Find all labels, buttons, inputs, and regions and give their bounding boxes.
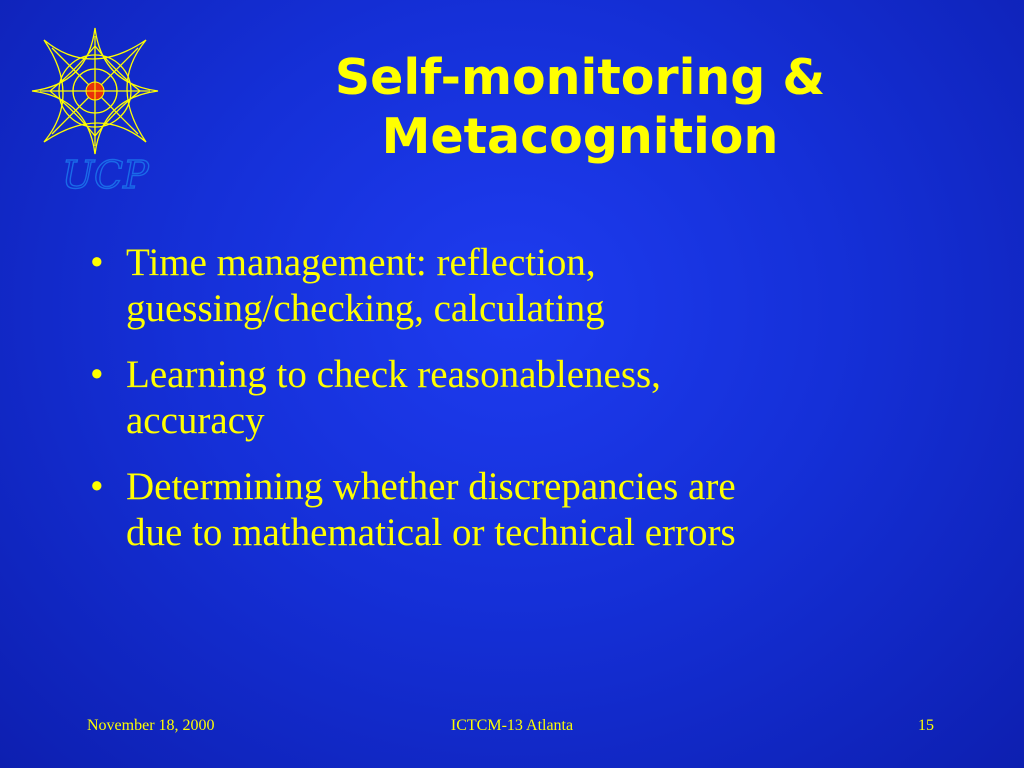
bullet-icon: • [90,241,104,284]
bullet-item [84,464,964,556]
bullet-list [84,240,964,576]
bullet-line: due to mathematical or technical errors [126,511,736,554]
bullet-item [84,240,964,332]
bullet-icon: • [90,353,104,396]
page-number: 15 [918,717,934,734]
bullet-line: accuracy [126,399,265,442]
slide-title [200,48,960,166]
title-line-2: Metacognition [381,108,779,165]
star-web-logo-icon [30,26,160,156]
footer-date: November 18, 2000 [87,717,215,734]
bullet-line: guessing/checking, calculating [126,287,605,330]
bullet-line: Time management: reflection, [126,241,596,284]
footer-event: ICTCM-13 Atlanta [450,717,574,734]
bullet-icon: • [90,465,104,508]
title-line-1: Self-monitoring & [334,49,826,106]
bullet-item [84,352,964,444]
logo-script-text [54,150,164,200]
svg-text:UCP: UCP [62,153,149,197]
bullet-line: Determining whether discrepancies are [126,465,736,508]
bullet-line: Learning to check reasonableness, [126,353,661,396]
